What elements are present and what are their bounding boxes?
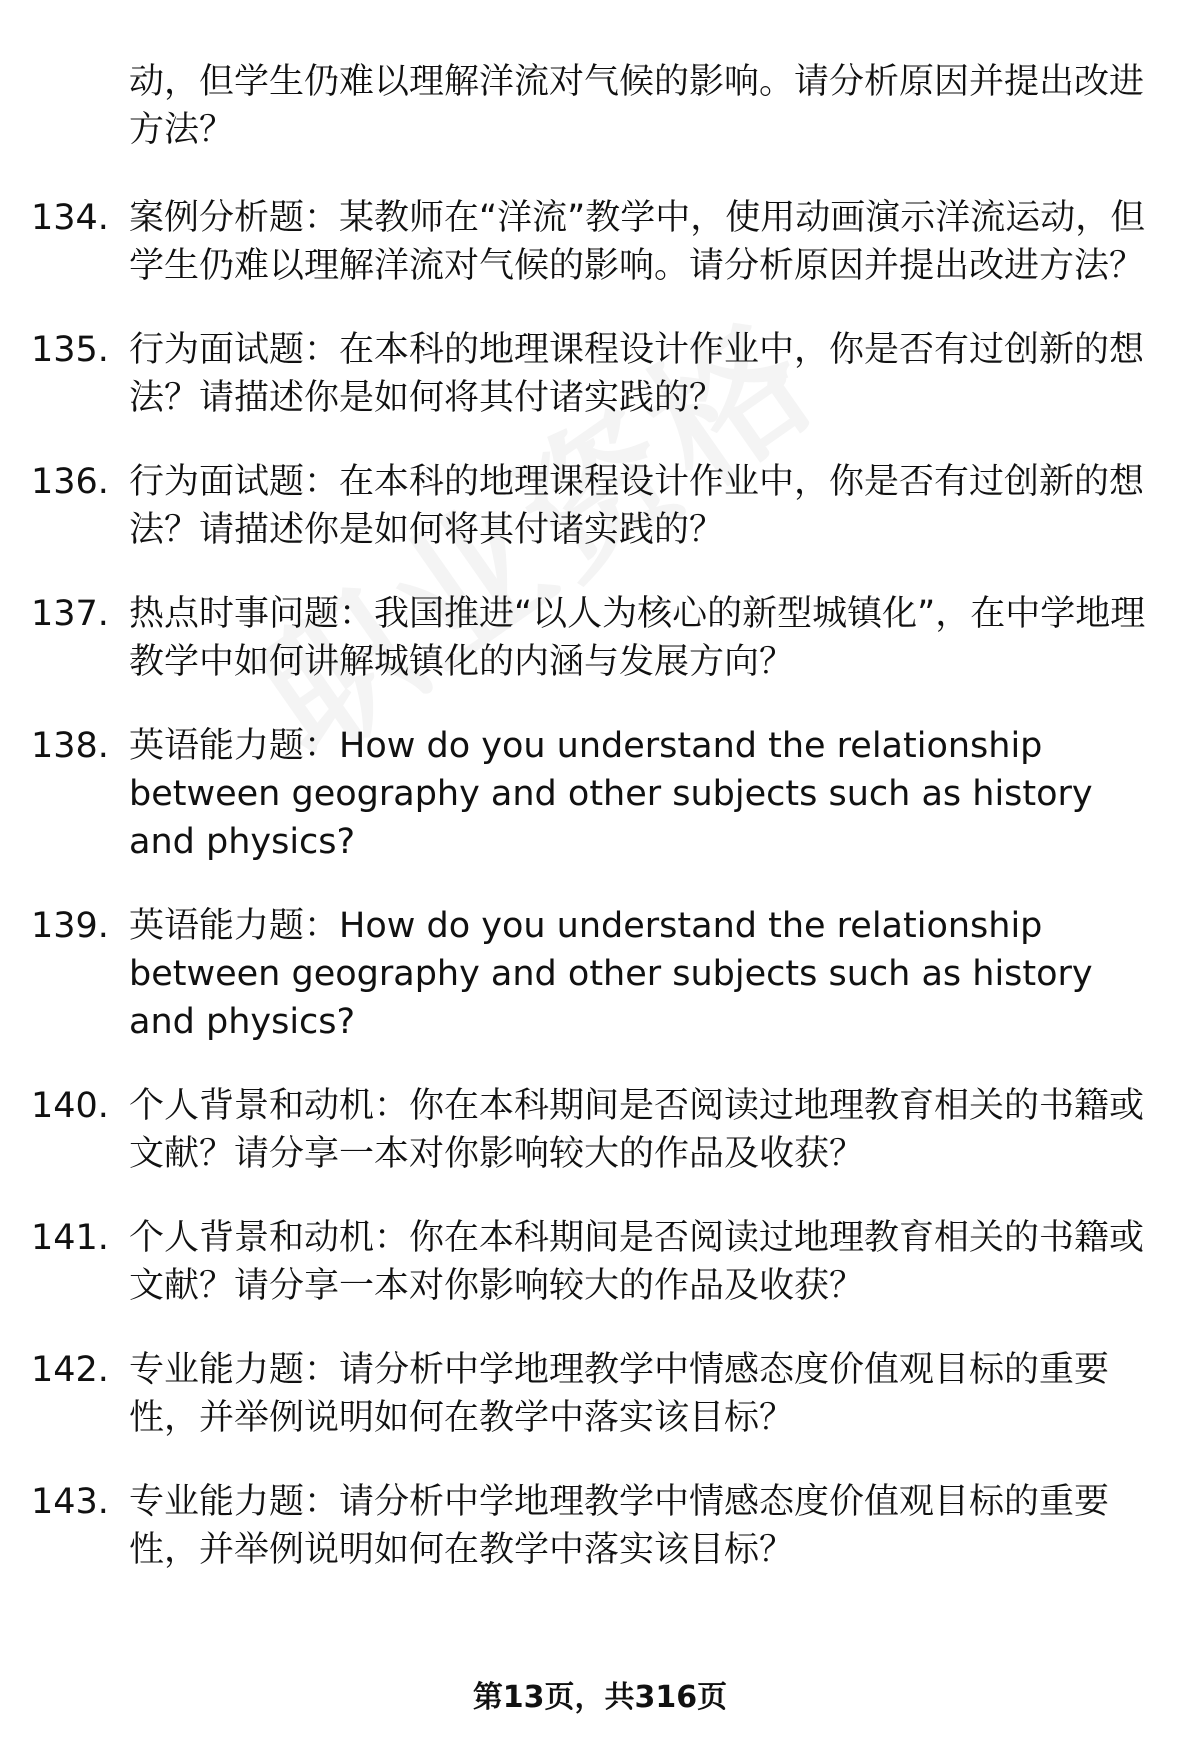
item-number: 135.: [31, 330, 109, 370]
item-text: 个人背景和动机：你在本科期间是否阅读过地理教育相关的书籍或文献？请分享一本对你影响较大的作品及收获？: [129, 1086, 1145, 1174]
list-item: [0, 326, 1200, 422]
item-number: 137.: [31, 594, 109, 634]
item-number: 141.: [31, 1218, 109, 1258]
item-number: 142.: [31, 1350, 109, 1390]
list-item: [0, 1214, 1200, 1310]
item-text: 行为面试题：在本科的地理课程设计作业中，你是否有过创新的想法？请描述你是如何将其付诸实践的？: [129, 330, 1145, 418]
item-number: 140.: [31, 1086, 109, 1126]
item-text: 专业能力题：请分析中学地理教学中情感态度价值观目标的重要性，并举例说明如何在教学中落实该目标？: [129, 1350, 1110, 1438]
list-item: [0, 1082, 1200, 1178]
list-item: [0, 458, 1200, 554]
list-item: [0, 722, 1200, 866]
list-item: [0, 1346, 1200, 1442]
item-text: 热点时事问题：我国推进“以人为核心的新型城镇化”，在中学地理教学中如何讲解城镇化的内涵与发展方向？: [129, 594, 1146, 682]
item-number: 139.: [31, 906, 109, 946]
list-item: [0, 194, 1200, 290]
item-number: 136.: [31, 462, 109, 502]
page-footer: 第13页，共316页: [472, 1680, 728, 1715]
question-list: [0, 58, 1200, 1610]
item-text: 英语能力题：How do you understand the relationship between geography and other subjects such as history and physics?: [129, 906, 1093, 1042]
item-number: 134.: [31, 198, 109, 238]
item-text: 专业能力题：请分析中学地理教学中情感态度价值观目标的重要性，并举例说明如何在教学中落实该目标？: [129, 1482, 1110, 1570]
list-item: [0, 902, 1200, 1046]
list-item: [0, 590, 1200, 686]
item-text: 个人背景和动机：你在本科期间是否阅读过地理教育相关的书籍或文献？请分享一本对你影响较大的作品及收获？: [129, 1218, 1145, 1306]
list-item: [0, 1478, 1200, 1574]
item-text: 英语能力题：How do you understand the relationship between geography and other subjects such as history and physics?: [129, 726, 1093, 862]
item-text: 案例分析题：某教师在“洋流”教学中，使用动画演示洋流运动，但学生仍难以理解洋流对气候的影响。请分析原因并提出改进方法？: [129, 198, 1146, 286]
item-number: 143.: [31, 1482, 109, 1522]
item-number: 138.: [31, 726, 109, 766]
continuation-text: 动，但学生仍难以理解洋流对气候的影响。请分析原因并提出改进方法？: [129, 62, 1145, 150]
item-text: 行为面试题：在本科的地理课程设计作业中，你是否有过创新的想法？请描述你是如何将其付诸实践的？: [129, 462, 1145, 550]
